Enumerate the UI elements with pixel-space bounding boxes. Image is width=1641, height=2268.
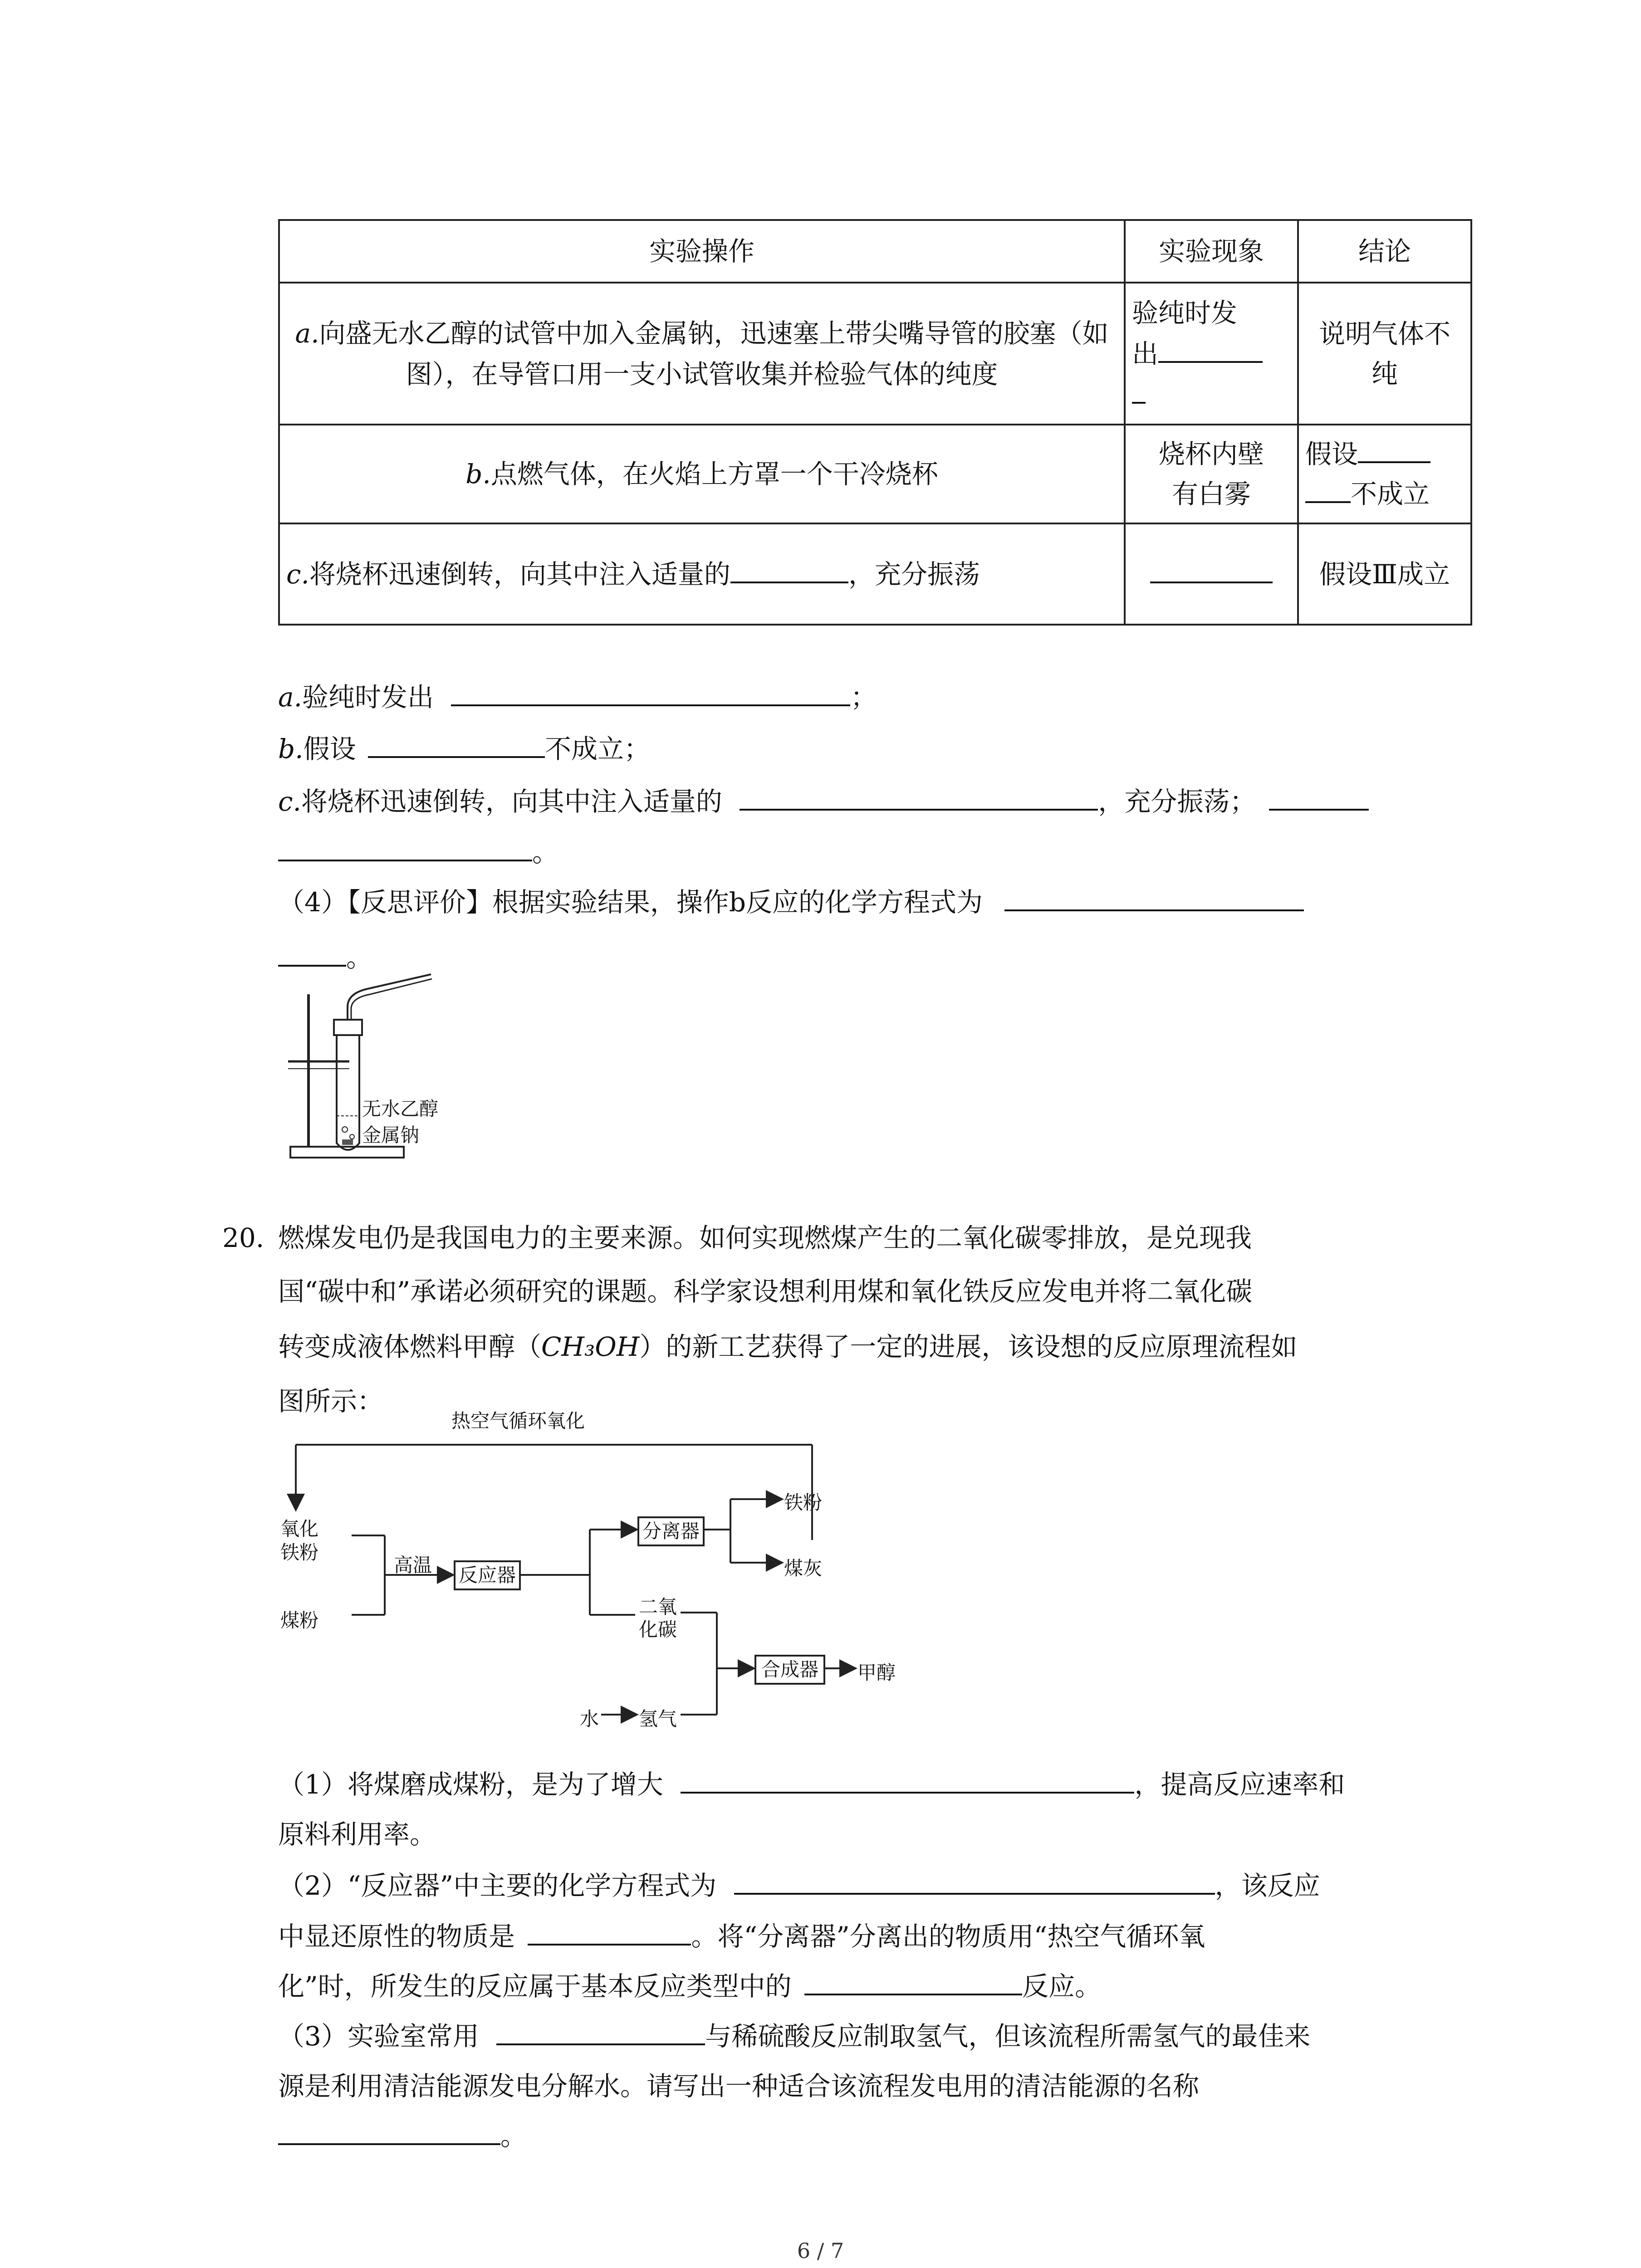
- table-header-row: [279, 220, 1471, 283]
- answer-blank[interactable]: [1305, 497, 1351, 503]
- sub-question-1-cont: 原料利用率。: [278, 1819, 436, 1850]
- flow-label-iron-powder: 铁粉: [784, 1491, 823, 1514]
- answer-blank[interactable]: [804, 1989, 1022, 1995]
- flow-label-water: 水: [580, 1708, 599, 1730]
- sub-question-2: （2）“反应器”中主要的化学方程式为 ，该反应: [278, 1870, 1320, 1901]
- answer-blank[interactable]: [1158, 357, 1263, 363]
- answer-line-c-cont: 。: [278, 839, 558, 865]
- flow-label-iron-oxide-2: 铁粉: [280, 1541, 319, 1564]
- table-cell-phenomenon-a: 验纯时发 出: [1125, 283, 1298, 425]
- flow-arrows: [272, 1406, 953, 1751]
- answer-blank[interactable]: [368, 752, 545, 758]
- answer-blank[interactable]: [278, 960, 346, 967]
- question-4-cont: 。: [278, 944, 372, 971]
- process-flow-diagram: [272, 1406, 953, 1751]
- experiment-table: [278, 219, 1472, 626]
- answer-line-c: c.将烧杯迅速倒转，向其中注入适量的 ，充分振荡；: [278, 788, 1369, 815]
- answer-line-a: a.验纯时发出 ；: [278, 682, 877, 713]
- flow-label-methanol: 甲醇: [857, 1662, 896, 1684]
- answer-blank[interactable]: [1150, 577, 1273, 583]
- separator-box: 分离器: [637, 1516, 705, 1546]
- table-row: [279, 523, 1471, 625]
- table-header-conclusion: 结论: [1298, 220, 1471, 283]
- sub-question-3-line-2: 源是利用清洁能源发电分解水。请写出一种适合该流程发电用的清洁能源的名称: [278, 2071, 1200, 2102]
- sub-question-2-line-3: 化”时，所发生的反应属于基本反应类型中的 反应。: [278, 1971, 1102, 2002]
- table-cell-conclusion-b: 假设 不成立: [1298, 425, 1471, 523]
- table-cell-conclusion-c: 假设Ⅲ成立: [1298, 523, 1471, 625]
- question-20-line-1: 燃煤发电仍是我国电力的主要来源。如何实现燃煤产生的二氧化碳零排放，是兑现我: [278, 1222, 1252, 1253]
- answer-blank[interactable]: [496, 2039, 705, 2045]
- flow-label-hydrogen: 氢气: [639, 1708, 677, 1730]
- question-20-line-2: 国“碳中和”承诺必须研究的课题。科学家设想利用煤和氧化铁反应发电并将二氧化碳: [278, 1276, 1253, 1307]
- answer-blank[interactable]: [1269, 804, 1369, 811]
- table-row: [279, 425, 1471, 523]
- flow-label-iron-oxide-1: 氧化: [280, 1518, 319, 1540]
- synthesizer-box: 合成器: [754, 1655, 825, 1685]
- answer-blank[interactable]: [528, 1939, 691, 1945]
- flow-label-coal-ash: 煤灰: [784, 1557, 823, 1579]
- table-cell-operation-c: c.将烧杯迅速倒转，向其中注入适量的 ，充分振荡: [279, 523, 1125, 625]
- table-header-operation: 实验操作: [279, 220, 1125, 283]
- flow-label-hot-air-oxidation: 热空气循环氧化: [451, 1410, 585, 1432]
- apparatus-figure: [281, 971, 499, 1161]
- answer-blank[interactable]: [451, 700, 850, 706]
- answer-blank[interactable]: [278, 2139, 500, 2145]
- answer-blank[interactable]: [681, 1787, 1134, 1794]
- sub-question-3-line-3: 。: [278, 2123, 527, 2149]
- question-20-line-3: 转变成液体燃料甲醇（CH₃OH）的新工艺获得了一定的进展，该设想的反应原理流程如: [278, 1331, 1298, 1362]
- table-cell-operation-b: b.点燃气体，在火焰上方罩一个干冷烧杯: [279, 425, 1125, 523]
- table-cell-phenomenon-b: 烧杯内壁有白雾: [1125, 425, 1298, 523]
- answer-blank[interactable]: [1358, 457, 1430, 463]
- table-cell-conclusion-a: 说明气体不纯: [1298, 283, 1471, 425]
- page-number: 6 / 7: [797, 2239, 844, 2263]
- flow-label-co2-1: 二氧: [639, 1596, 677, 1618]
- answer-blank[interactable]: [1132, 397, 1146, 404]
- apparatus-label-sodium: 金属钠: [362, 1124, 420, 1146]
- answer-blank[interactable]: [1004, 905, 1304, 911]
- answer-blank[interactable]: [730, 577, 848, 583]
- apparatus-label-ethanol: 无水乙醇: [362, 1098, 439, 1120]
- sub-question-3: （3）实验室常用 与稀硫酸反应制取氢气，但该流程所需氢气的最佳来: [278, 2021, 1311, 2052]
- table-cell-phenomenon-c: [1125, 523, 1298, 625]
- table-cell-operation-a: a.向盛无水乙醇的试管中加入金属钠，迅速塞上带尖嘴导管的胶塞（如图），在导管口用一支小试管收集并检验气体的纯度: [279, 283, 1125, 425]
- methanol-formula: CH₃OH: [541, 1331, 640, 1362]
- answer-blank[interactable]: [740, 804, 1098, 811]
- sub-question-1: （1）将煤磨成煤粉，是为了增大 ，提高反应速率和: [278, 1769, 1345, 1800]
- answer-line-b: b.假设 不成立；: [278, 733, 651, 764]
- question-20-number: 20.: [222, 1222, 265, 1253]
- flow-label-co2-2: 化碳: [639, 1618, 677, 1641]
- question-4: （4）【反思评价】根据实验结果，操作b反应的化学方程式为: [278, 889, 1304, 915]
- flow-label-coal: 煤粉: [280, 1609, 319, 1632]
- answer-blank[interactable]: [278, 855, 532, 861]
- question-20-line-4: 图所示：: [278, 1386, 384, 1417]
- table-header-phenomenon: 实验现象: [1125, 220, 1298, 283]
- sub-question-2-line-2: 中显还原性的物质是 。将“分离器”分离出的物质用“热空气循环氧: [278, 1921, 1205, 1952]
- flow-label-high-temp: 高温: [394, 1554, 432, 1576]
- reactor-box: 反应器: [454, 1560, 521, 1590]
- table-row: [279, 283, 1471, 425]
- answer-blank[interactable]: [734, 1888, 1215, 1895]
